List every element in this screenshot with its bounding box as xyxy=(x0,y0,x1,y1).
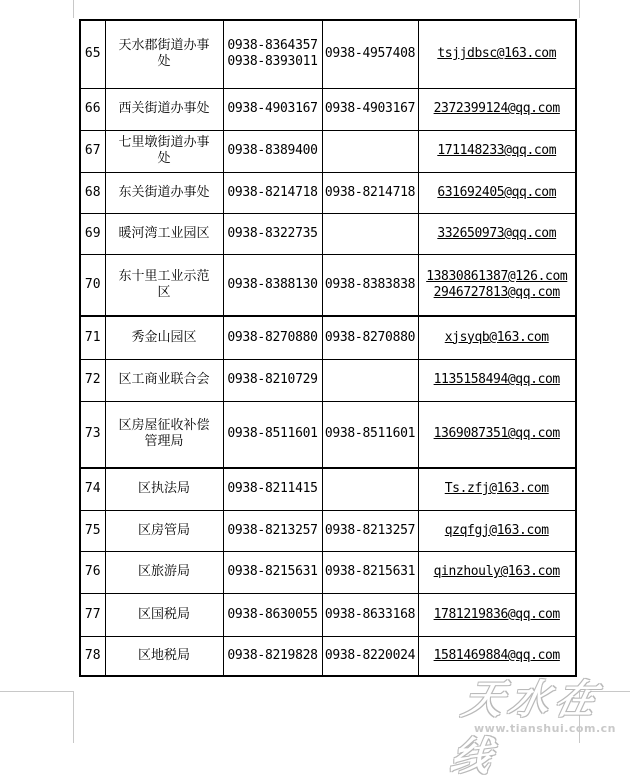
margin-guide-right xyxy=(579,0,580,18)
email-link[interactable]: 171148233@qq.com xyxy=(437,143,557,158)
email-cell xyxy=(418,316,576,359)
table-row xyxy=(80,468,576,510)
row-number: 73 xyxy=(80,401,105,468)
fax-number: 0938-8270880 xyxy=(322,316,418,359)
unit-name xyxy=(105,551,223,593)
margin-guide-left xyxy=(73,0,74,18)
site-watermark xyxy=(446,668,630,780)
fax-number: 0938-8383838 xyxy=(322,254,418,316)
phone-cell xyxy=(223,130,322,172)
email-link[interactable]: 1781219836@qq.com xyxy=(433,606,560,622)
phone-cell xyxy=(223,172,322,213)
phone-number: 0938-8511601 xyxy=(227,426,318,442)
unit-name xyxy=(105,20,223,88)
email-cell xyxy=(418,510,576,551)
unit-name xyxy=(105,636,223,676)
email-link[interactable]: xjsyqb@163.com xyxy=(444,329,549,345)
unit-name-line: 区房屋征收补偿 xyxy=(118,418,210,434)
phone-cell xyxy=(223,254,322,316)
phone-cell xyxy=(223,316,322,359)
phone-number: 0938-4903167 xyxy=(227,101,318,116)
table-row xyxy=(80,254,576,316)
row-number: 76 xyxy=(80,551,105,593)
fax-number: 0938-8213257 xyxy=(322,510,418,551)
watermark-logo-text: 天水在线 xyxy=(446,677,607,780)
unit-name-line: 区旅游局 xyxy=(137,564,190,579)
email-link[interactable]: tsjjdbsc@163.com xyxy=(437,46,557,62)
unit-name-line: 天水郡街道办事 xyxy=(118,38,210,54)
email-link[interactable]: 332650973@qq.com xyxy=(437,225,557,241)
phone-number: 0938-8389400 xyxy=(227,143,318,158)
fax-number: 0938-4957408 xyxy=(322,20,418,88)
row-number: 70 xyxy=(80,254,105,316)
table-row xyxy=(80,88,576,130)
phone-number: 0938-8388130 xyxy=(227,276,318,292)
unit-name-line: 秀金山园区 xyxy=(131,329,197,345)
unit-name xyxy=(105,213,223,254)
email-cell xyxy=(418,359,576,401)
phone-number: 0938-8210729 xyxy=(227,372,318,387)
table-row xyxy=(80,20,576,88)
phone-cell xyxy=(223,359,322,401)
row-number: 67 xyxy=(80,130,105,172)
row-number: 77 xyxy=(80,593,105,636)
row-number: 65 xyxy=(80,20,105,88)
phone-cell xyxy=(223,213,322,254)
email-cell xyxy=(418,401,576,468)
row-number: 78 xyxy=(80,636,105,676)
phone-cell xyxy=(223,510,322,551)
phone-number: 0938-8322735 xyxy=(227,225,318,241)
unit-name xyxy=(105,468,223,510)
unit-name-line: 东关街道办事处 xyxy=(118,184,210,200)
unit-name-line: 处 xyxy=(157,151,171,166)
unit-name-line: 区房管局 xyxy=(137,522,190,538)
unit-name-line: 区执法局 xyxy=(137,481,190,497)
table-row xyxy=(80,213,576,254)
contacts-table xyxy=(79,19,577,677)
fax-number xyxy=(322,468,418,510)
unit-name-line: 区 xyxy=(157,284,171,300)
watermark-url: www.tianshui.com.cn xyxy=(474,722,616,735)
fax-number: 0938-4903167 xyxy=(322,88,418,130)
unit-name-line: 东十里工业示范 xyxy=(118,268,210,284)
phone-cell xyxy=(223,551,322,593)
fax-number: 0938-8633168 xyxy=(322,593,418,636)
email-cell xyxy=(418,468,576,510)
email-link[interactable]: qinzhouly@163.com xyxy=(433,564,560,579)
unit-name-line: 暖河湾工业园区 xyxy=(118,225,210,241)
email-cell xyxy=(418,172,576,213)
email-cell xyxy=(418,20,576,88)
email-cell xyxy=(418,593,576,636)
table-row xyxy=(80,593,576,636)
phone-number: 0938-8215631 xyxy=(227,564,318,579)
phone-number: 0938-8211415 xyxy=(227,481,318,497)
margin-guide-bottom-left-v xyxy=(73,691,74,743)
table-row xyxy=(80,172,576,213)
phone-cell xyxy=(223,636,322,676)
fax-number: 0938-8220024 xyxy=(322,636,418,676)
email-link[interactable]: 1581469884@qq.com xyxy=(433,647,560,663)
phone-number: 0938-8219828 xyxy=(227,647,318,663)
unit-name-line: 区地税局 xyxy=(137,647,190,663)
unit-name xyxy=(105,130,223,172)
table-row xyxy=(80,316,576,359)
row-number: 75 xyxy=(80,510,105,551)
fax-number: 0938-8215631 xyxy=(322,551,418,593)
unit-name xyxy=(105,88,223,130)
fax-number xyxy=(322,130,418,172)
email-link[interactable]: qzqfgj@163.com xyxy=(444,522,549,538)
phone-cell xyxy=(223,593,322,636)
fax-number xyxy=(322,359,418,401)
email-link[interactable]: 2372399124@qq.com xyxy=(433,101,560,116)
email-link[interactable]: 2946727813@qq.com xyxy=(433,284,560,300)
table-row xyxy=(80,359,576,401)
table-row xyxy=(80,551,576,593)
row-number: 69 xyxy=(80,213,105,254)
margin-guide-bottom-left xyxy=(0,691,74,692)
unit-name-line: 处 xyxy=(157,54,171,70)
email-cell xyxy=(418,88,576,130)
row-number: 68 xyxy=(80,172,105,213)
email-link[interactable]: 631692405@qq.com xyxy=(437,184,557,200)
fax-number xyxy=(322,213,418,254)
table-row xyxy=(80,510,576,551)
unit-name-line: 管理局 xyxy=(144,434,184,450)
phone-number: 0938-8393011 xyxy=(227,54,318,70)
email-link[interactable]: 1135158494@qq.com xyxy=(433,372,560,387)
phone-number: 0938-8630055 xyxy=(227,606,318,622)
unit-name xyxy=(105,359,223,401)
email-cell xyxy=(418,130,576,172)
fax-number: 0938-8214718 xyxy=(322,172,418,213)
unit-name xyxy=(105,510,223,551)
unit-name xyxy=(105,593,223,636)
email-link[interactable]: 13830861387@126.com xyxy=(426,268,568,284)
row-number: 72 xyxy=(80,359,105,401)
email-cell xyxy=(418,213,576,254)
email-cell xyxy=(418,551,576,593)
phone-number: 0938-8214718 xyxy=(227,184,318,200)
phone-cell xyxy=(223,20,322,88)
phone-cell xyxy=(223,468,322,510)
table-row xyxy=(80,130,576,172)
unit-name-line: 西关街道办事处 xyxy=(118,101,210,116)
unit-name xyxy=(105,254,223,316)
email-cell xyxy=(418,254,576,316)
unit-name xyxy=(105,401,223,468)
unit-name-line: 七里墩街道办事 xyxy=(118,135,210,150)
email-link[interactable]: 1369087351@qq.com xyxy=(433,426,560,442)
row-number: 71 xyxy=(80,316,105,359)
phone-number: 0938-8213257 xyxy=(227,522,318,538)
fax-number: 0938-8511601 xyxy=(322,401,418,468)
row-number: 74 xyxy=(80,468,105,510)
unit-name xyxy=(105,172,223,213)
phone-number: 0938-8270880 xyxy=(227,329,318,345)
email-link[interactable]: Ts.zfj@163.com xyxy=(444,481,549,497)
table-row xyxy=(80,401,576,468)
phone-cell xyxy=(223,401,322,468)
unit-name-line: 区工商业联合会 xyxy=(118,372,210,387)
phone-cell xyxy=(223,88,322,130)
row-number: 66 xyxy=(80,88,105,130)
phone-number: 0938-8364357 xyxy=(227,38,318,54)
unit-name-line: 区国税局 xyxy=(137,606,190,622)
unit-name xyxy=(105,316,223,359)
